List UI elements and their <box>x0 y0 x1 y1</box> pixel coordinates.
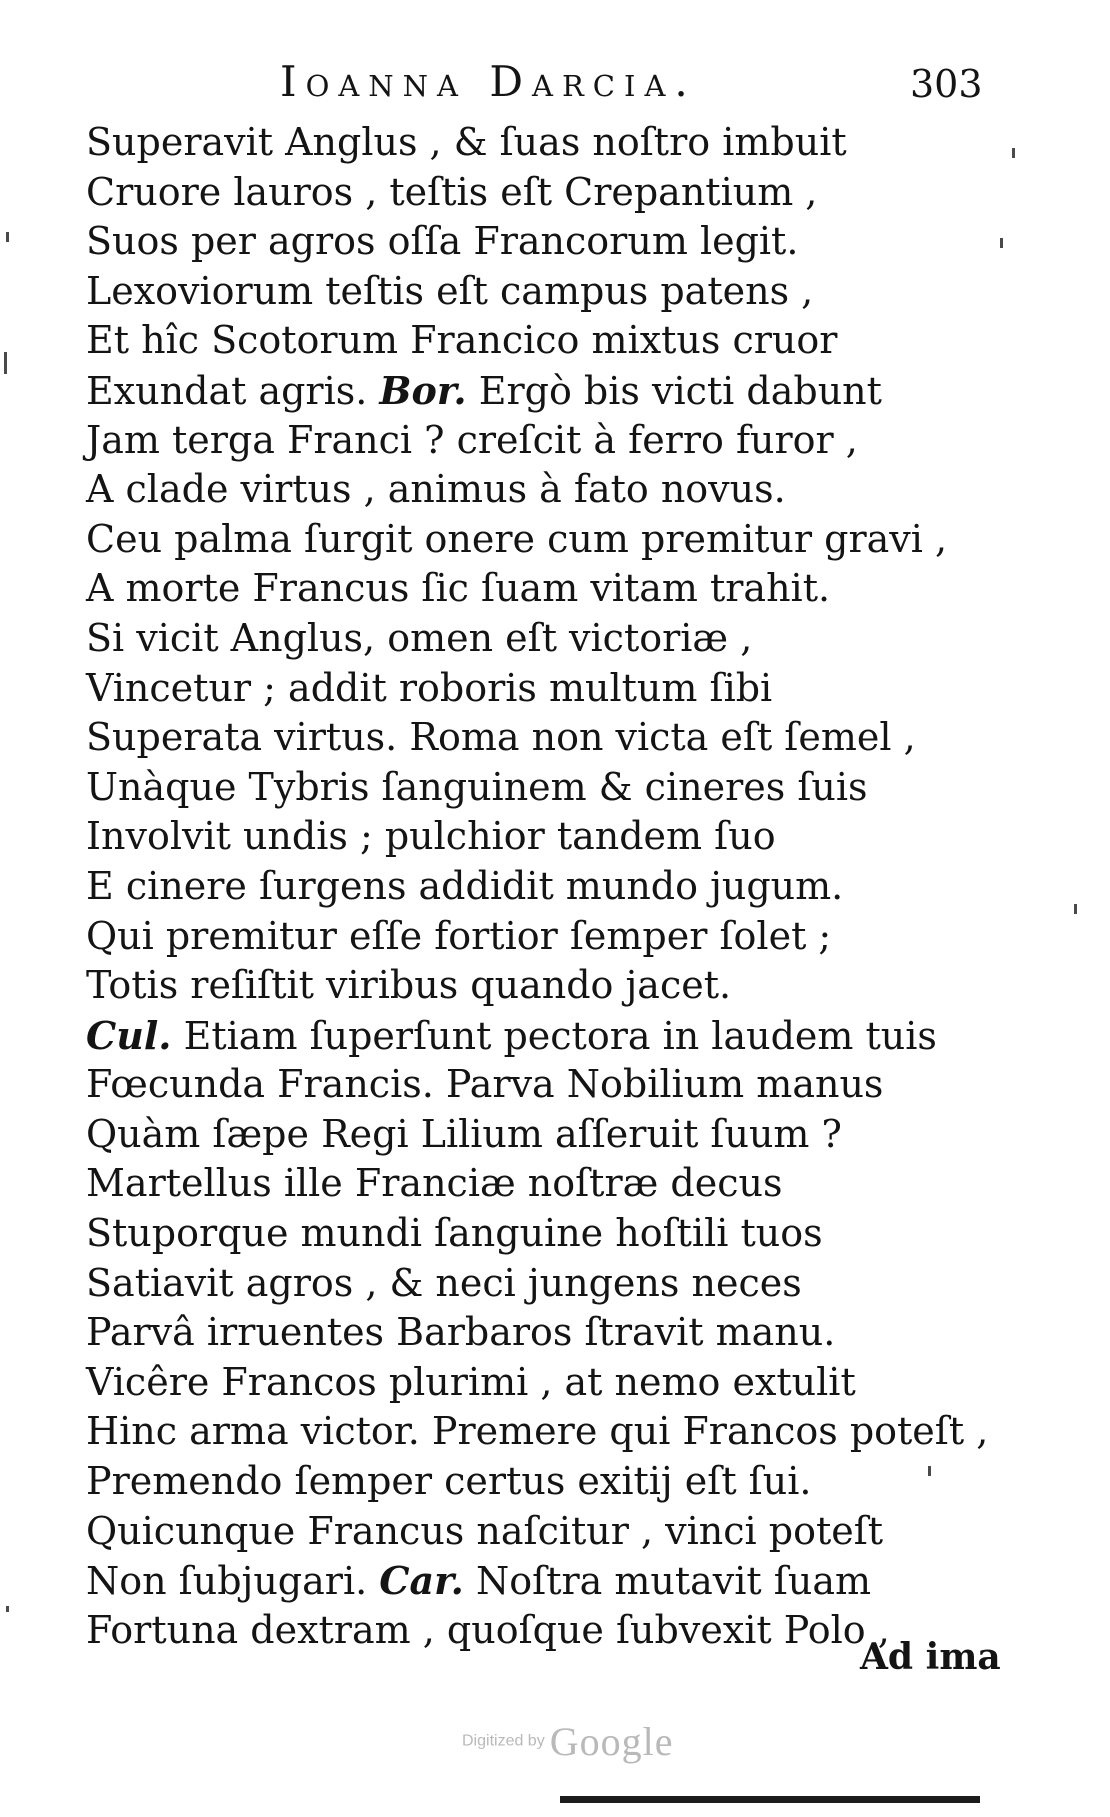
verse-line: Totis reſiſtit viribus quando jacet. <box>86 963 732 1008</box>
paper-speck <box>1012 148 1015 158</box>
verse-line: Vicêre Francos plurimi , at nemo extulit <box>86 1359 856 1404</box>
verse-text: Noſtra mutavit ſuam <box>476 1559 872 1604</box>
verse-line <box>86 1011 1046 1061</box>
watermark-logo-text: Google <box>549 1719 674 1764</box>
verse-line: Cruore lauros , teſtis eſt Crepantium , <box>86 169 818 214</box>
digitized-watermark <box>462 1718 674 1768</box>
paper-speck <box>1074 904 1077 914</box>
paper-speck <box>6 1606 9 1612</box>
verse-line: Jam terga Franci ? creſcit à ferro furor , <box>86 417 858 462</box>
speaker-label-car: Car. <box>379 1558 464 1604</box>
verse-line: Lexoviorum teſtis eſt campus patens , <box>86 268 814 313</box>
speaker-label-bor: Bor. <box>379 367 467 413</box>
running-title: Ioanna Darcia. <box>280 57 697 106</box>
verse-line <box>86 366 1046 416</box>
verse-line: E cinere ſurgens addidit mundo jugum. <box>86 863 844 908</box>
verse-line: Quicunque Francus naſcitur , vinci poteſt <box>86 1508 884 1553</box>
verse-line: Fœcunda Francis. Parva Nobilium manus <box>86 1062 884 1107</box>
speaker-label-cul: Cul. <box>86 1012 172 1058</box>
page-edge-shadow <box>560 1796 980 1803</box>
paper-speck <box>4 352 7 374</box>
running-head <box>0 52 1110 112</box>
verse-line: Hinc arma victor. Premere qui Francos poteſt , <box>86 1409 989 1454</box>
verse-line: Unàque Tybris ſanguinem & cineres ſuis <box>86 764 868 809</box>
verse-line: Fortuna dextram , quoſque ſubvexit Polo , <box>86 1607 890 1652</box>
verse-text: Non ſubjugari. <box>86 1559 368 1604</box>
verse-line: Satiavit agros , & neci jungens neces <box>86 1260 802 1305</box>
paper-speck <box>928 1466 931 1476</box>
paper-speck <box>1000 238 1003 248</box>
paper-speck <box>6 232 9 242</box>
verse-line: Ceu palma ſurgit onere cum premitur gravi , <box>86 516 948 561</box>
verse-line: Premendo ſemper certus exitij eſt ſui. <box>86 1459 812 1504</box>
verse-line: Stuporque mundi ſanguine hoſtili tuos <box>86 1211 823 1256</box>
verse-block <box>86 118 1046 1655</box>
verse-line: Involvit undis ; pulchior tandem ſuo <box>86 814 776 859</box>
verse-line <box>86 1556 1046 1606</box>
verse-text: Etiam ſuperſunt pectora in laudem tuis <box>183 1013 937 1058</box>
verse-line: Et hîc Scotorum Francico mixtus cruor <box>86 318 838 363</box>
verse-text: Ergò bis victi dabunt <box>478 368 882 413</box>
verse-line: Superata virtus. Roma non victa eſt ſemel , <box>86 715 916 760</box>
verse-line: Qui premitur eſſe fortior ſemper ſolet ; <box>86 913 832 958</box>
verse-line: Superavit Anglus , & ſuas noſtro imbuit <box>86 120 847 164</box>
verse-line: Parvâ irruentes Barbaros ſtravit manu. <box>86 1310 836 1355</box>
verse-line: A morte Francus ſic ſuam vitam trahit. <box>86 566 831 611</box>
verse-line: Suos per agros oſſa Francorum legit. <box>86 219 799 264</box>
verse-line: Vincetur ; addit roboris multum ſibi <box>86 665 773 710</box>
verse-text: Exundat agris. <box>86 368 368 413</box>
verse-line: Si vicit Anglus, omen eſt victoriæ , <box>86 615 753 660</box>
page-number: 303 <box>910 62 983 106</box>
catchword: Ad ima <box>860 1636 1001 1678</box>
verse-line: Martellus ille Franciæ noſtræ decus <box>86 1161 783 1206</box>
verse-line: A clade virtus , animus à fato novus. <box>86 467 786 512</box>
verse-line: Quàm ſæpe Regi Lilium aſſeruit ſuum ? <box>86 1111 842 1156</box>
watermark-small-text: Digitized by <box>462 1732 545 1750</box>
